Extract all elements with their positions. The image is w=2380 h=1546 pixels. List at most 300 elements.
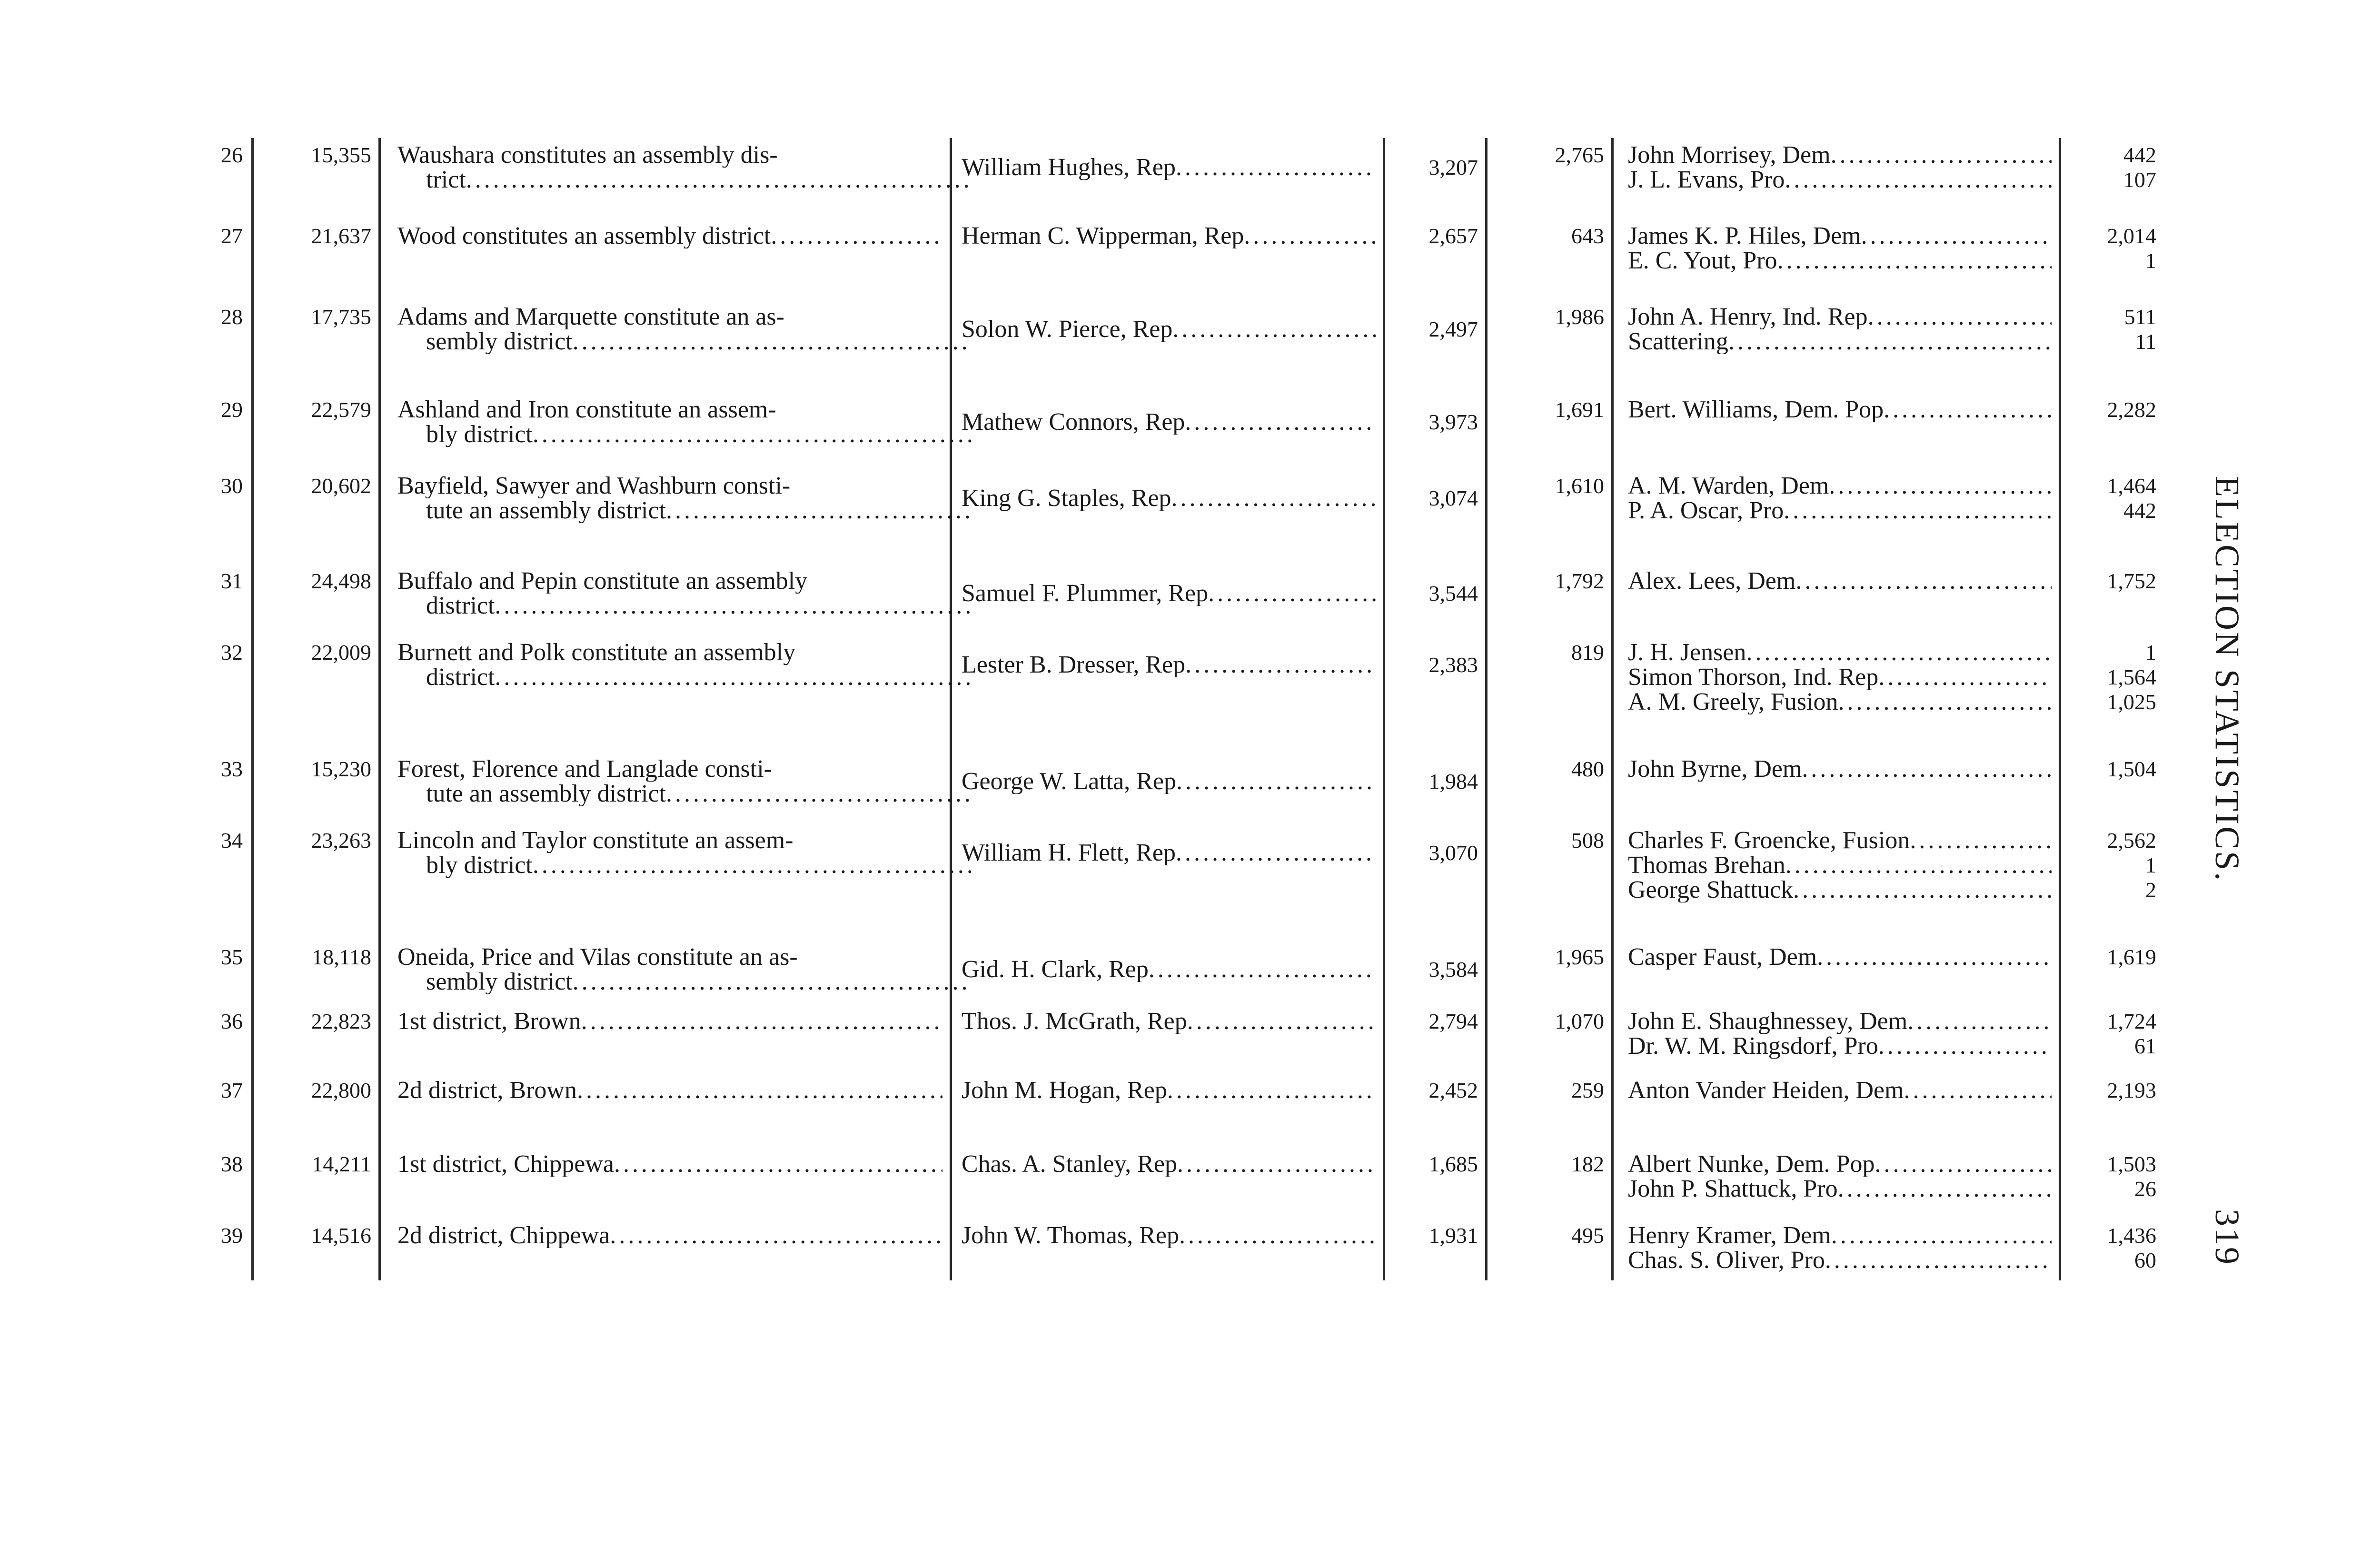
winner-votes: 3,070 (1428, 841, 1478, 865)
population: 14,211 (312, 1152, 371, 1176)
winner-name (962, 581, 1376, 606)
winner-cell (962, 581, 1376, 606)
opponent-votes: 2,282 (2107, 397, 2156, 422)
district-number: 33 (221, 757, 243, 781)
district-number: 32 (221, 640, 243, 664)
district-number: 30 (221, 474, 243, 498)
winner-name-text: Mathew Connors, Rep (962, 410, 1185, 435)
leader-dots (1784, 498, 2052, 523)
opponents-votes (2061, 945, 2156, 970)
opponent-name-text: Albert Nunke, Dem. Pop (1628, 1152, 1875, 1177)
opponent-name-text: John P. Shattuck, Pro (1628, 1177, 1838, 1201)
leader-dots (1825, 1248, 2052, 1273)
column-rule (1611, 138, 1614, 1280)
leader-dots (1176, 841, 1376, 865)
leader-dots (1149, 957, 1376, 982)
leader-dots (1838, 1177, 2052, 1201)
opponent-name-text: John Byrne, Dem (1628, 757, 1802, 782)
winner-votes: 3,584 (1428, 957, 1478, 981)
leader-dots (573, 329, 971, 354)
winner-cell (962, 1223, 1376, 1248)
leader-dots (1838, 690, 2052, 714)
opponent-votes: 1,504 (2107, 757, 2156, 781)
opponent-votes: 1,752 (2107, 569, 2156, 593)
description-line-text: bly district (426, 853, 533, 878)
description-line (397, 970, 971, 994)
opponent-votes: 1,619 (2107, 945, 2156, 969)
plurality: 1,965 (1555, 945, 1604, 969)
description-line (397, 1078, 942, 1103)
winner-name (962, 317, 1376, 342)
opponent-name (1628, 1177, 2052, 1201)
leader-dots (1793, 878, 2052, 902)
opponent-name (1628, 474, 2052, 498)
leader-dots (1831, 143, 2052, 168)
description-line-text: sembly district (426, 329, 573, 354)
winner-cell (962, 1009, 1376, 1034)
opponent-name (1628, 1223, 2052, 1248)
winner-name-text: William H. Flett, Rep (962, 841, 1176, 865)
winner-cell (962, 486, 1376, 511)
leader-dots (1179, 1223, 1376, 1248)
opponents-votes (2061, 640, 2156, 714)
leader-dots (1187, 1009, 1376, 1034)
population: 23,263 (311, 828, 371, 852)
opponent-votes: 1,025 (2107, 690, 2156, 714)
opponent-name (1628, 853, 2052, 878)
district-description (397, 1009, 942, 1034)
district-number: 28 (221, 305, 243, 329)
plurality: 2,765 (1555, 143, 1604, 167)
winner-name (962, 957, 1376, 982)
description-line-text: 2d district, Chippewa (397, 1223, 610, 1248)
leader-dots (771, 224, 942, 248)
opponent-name-text: A. M. Warden, Dem (1628, 474, 1829, 498)
description-line: Oneida, Price and Vilas constitute an as- (397, 945, 798, 970)
winner-name-text: William Hughes, Rep (962, 155, 1176, 180)
opponents-votes (2061, 397, 2156, 422)
winner-cell (962, 410, 1376, 435)
winner-cell (962, 653, 1376, 677)
winner-name-text: King G. Staples, Rep (962, 486, 1171, 511)
description-line (397, 422, 971, 447)
plurality: 182 (1571, 1152, 1604, 1176)
leader-dots (1884, 397, 2052, 422)
leader-dots (1861, 224, 2052, 248)
description-line (397, 1223, 942, 1248)
opponent-name-text: J. L. Evans, Pro (1628, 168, 1785, 192)
page-number: 319 (2208, 1209, 2246, 1266)
opponents-cell (1628, 945, 2052, 970)
winner-name-text: Lester B. Dresser, Rep (962, 653, 1186, 677)
opponent-name (1628, 1248, 2052, 1273)
population: 22,009 (311, 640, 371, 664)
winner-name (962, 1078, 1376, 1103)
district-description (397, 1152, 942, 1177)
description-line: Burnett and Polk constitute an assembly (397, 640, 796, 665)
population: 22,823 (311, 1009, 371, 1033)
population: 21,637 (311, 224, 371, 248)
opponent-name-text: E. C. Yout, Pro (1628, 248, 1777, 273)
description-line-text: sembly district (426, 970, 573, 994)
district-number: 34 (221, 828, 243, 852)
column-rule (251, 138, 254, 1280)
district-description (397, 828, 942, 878)
opponents-cell (1628, 757, 2052, 782)
winner-name (962, 769, 1376, 794)
winner-votes: 1,984 (1428, 769, 1478, 793)
opponent-name-text: George Shattuck (1628, 878, 1794, 902)
district-description (397, 945, 942, 994)
description-line: Waushara constitutes an assembly dis- (397, 143, 778, 168)
leader-dots (1167, 1078, 1376, 1103)
opponent-name-text: Dr. W. M. Ringsdorf, Pro (1628, 1034, 1878, 1059)
district-number: 37 (221, 1078, 243, 1102)
district-description (397, 224, 942, 248)
leader-dots (1746, 640, 2052, 665)
winner-name-text: Gid. H. Clark, Rep (962, 957, 1149, 982)
leader-dots (533, 422, 971, 447)
plurality: 819 (1571, 640, 1604, 664)
winner-name-text: Samuel F. Plummer, Rep (962, 581, 1209, 606)
opponent-votes: 2,562 (2107, 828, 2156, 852)
opponent-name (1628, 143, 2052, 168)
winner-name-text: John W. Thomas, Rep (962, 1223, 1179, 1248)
leader-dots (1785, 168, 2052, 192)
opponent-votes: 2,193 (2107, 1078, 2156, 1102)
population: 20,602 (311, 474, 371, 498)
opponent-name (1628, 690, 2052, 714)
population: 15,355 (311, 143, 371, 167)
winner-cell (962, 1152, 1376, 1177)
opponent-name-text: Charles F. Groencke, Fusion (1628, 828, 1910, 853)
opponent-name-text: Anton Vander Heiden, Dem (1628, 1078, 1904, 1103)
opponent-votes: 107 (2123, 168, 2156, 192)
opponents-cell (1628, 143, 2052, 192)
winner-votes: 3,207 (1428, 155, 1478, 179)
winner-name (962, 841, 1376, 865)
opponent-name-text: Simon Thorson, Ind. Rep (1628, 665, 1879, 690)
winner-cell (962, 769, 1376, 794)
opponents-votes (2061, 569, 2156, 594)
description-line-text: 1st district, Brown (397, 1009, 581, 1034)
leader-dots (1177, 1152, 1376, 1177)
leader-dots (1878, 665, 2052, 690)
opponent-name (1628, 1034, 2052, 1059)
leader-dots (1172, 317, 1376, 342)
leader-dots (614, 1152, 942, 1177)
plurality: 1,986 (1555, 305, 1604, 329)
opponent-name (1628, 569, 2052, 594)
description-line: Buffalo and Pepin constitute an assembly (397, 569, 808, 594)
winner-name (962, 155, 1376, 180)
leader-dots (666, 498, 971, 523)
opponent-votes: 511 (2124, 305, 2156, 329)
plurality: 1,792 (1555, 569, 1604, 593)
opponent-name-text: A. M. Greely, Fusion (1628, 690, 1838, 714)
winner-name-text: John M. Hogan, Rep (962, 1078, 1167, 1103)
population: 15,230 (311, 757, 371, 781)
leader-dots (1831, 1223, 2052, 1248)
description-line (397, 498, 971, 523)
opponent-name-text: Chas. S. Oliver, Pro (1628, 1248, 1825, 1273)
plurality: 1,691 (1555, 397, 1604, 422)
opponents-cell (1628, 828, 2052, 902)
leader-dots (533, 853, 971, 878)
leader-dots (495, 594, 971, 618)
opponent-votes: 1 (2145, 853, 2156, 877)
population: 24,498 (311, 569, 371, 593)
description-line (397, 594, 971, 618)
winner-cell (962, 841, 1376, 865)
description-line-text: trict (426, 168, 466, 192)
leader-dots (1185, 410, 1376, 435)
description-line-text: district (426, 665, 495, 690)
opponent-name (1628, 248, 2052, 273)
opponents-votes (2061, 224, 2156, 273)
opponent-name (1628, 329, 2052, 354)
opponent-votes: 1,464 (2107, 474, 2156, 498)
opponent-name (1628, 1152, 2052, 1177)
leader-dots (1185, 653, 1376, 677)
plurality: 1,610 (1555, 474, 1604, 498)
description-line-text: Wood constitutes an assembly district (397, 224, 771, 248)
opponents-votes (2061, 757, 2156, 782)
district-number: 29 (221, 397, 243, 422)
description-line-text: tute an assembly district (426, 782, 666, 806)
leader-dots (577, 1078, 942, 1103)
winner-votes: 3,544 (1428, 581, 1478, 605)
description-line-text: 2d district, Brown (397, 1078, 577, 1103)
opponent-name-text: P. A. Oscar, Pro (1628, 498, 1784, 523)
leader-dots (666, 782, 971, 806)
leader-dots (1907, 1009, 2052, 1034)
plurality: 1,070 (1555, 1009, 1604, 1033)
district-description (397, 143, 942, 192)
opponents-cell (1628, 1152, 2052, 1201)
description-line-text: tute an assembly district (426, 498, 666, 523)
plurality: 480 (1571, 757, 1604, 781)
winner-name (962, 1223, 1376, 1248)
winner-name-text: George W. Latta, Rep (962, 769, 1177, 794)
winner-votes: 2,794 (1428, 1009, 1478, 1033)
winner-cell (962, 1078, 1376, 1103)
winner-name-text: Solon W. Pierce, Rep (962, 317, 1173, 342)
opponents-votes (2061, 1152, 2156, 1201)
opponents-cell (1628, 1223, 2052, 1273)
winner-name (962, 653, 1376, 677)
opponents-votes (2061, 1009, 2156, 1059)
opponents-cell (1628, 640, 2052, 714)
winner-name (962, 1152, 1376, 1177)
leader-dots (495, 665, 971, 690)
opponent-name (1628, 397, 2052, 422)
leader-dots (466, 168, 971, 192)
opponent-name-text: John Morrisey, Dem (1628, 143, 1831, 168)
leader-dots (1878, 1034, 2052, 1059)
description-line: Ashland and Iron constitute an assem- (397, 397, 776, 422)
opponent-name (1628, 1078, 2052, 1103)
district-description (397, 474, 942, 523)
description-line (397, 168, 971, 192)
leader-dots (1802, 757, 2052, 782)
leader-dots (1910, 828, 2052, 853)
leader-dots (610, 1223, 942, 1248)
description-line-text: district (426, 594, 495, 618)
opponent-name (1628, 168, 2052, 192)
leader-dots (1817, 945, 2052, 970)
district-number: 38 (221, 1152, 243, 1176)
opponents-cell (1628, 305, 2052, 354)
leader-dots (1904, 1078, 2052, 1103)
winner-cell (962, 224, 1376, 248)
opponent-votes: 442 (2123, 498, 2156, 523)
opponent-name-text: John A. Henry, Ind. Rep (1628, 305, 1868, 329)
plurality: 643 (1571, 224, 1604, 248)
winner-votes: 1,685 (1428, 1152, 1478, 1176)
leader-dots (1874, 1152, 2052, 1177)
district-number: 39 (221, 1223, 243, 1248)
description-line: Lincoln and Taylor constitute an assem- (397, 828, 793, 853)
district-description (397, 569, 942, 618)
opponent-name (1628, 945, 2052, 970)
opponent-name (1628, 305, 2052, 329)
opponent-name (1628, 498, 2052, 523)
opponents-cell (1628, 224, 2052, 273)
leader-dots (581, 1009, 942, 1034)
population: 18,118 (312, 945, 371, 969)
leader-dots (1176, 155, 1376, 180)
column-rule (950, 138, 952, 1280)
description-line (397, 665, 971, 690)
opponent-votes: 1,503 (2107, 1152, 2156, 1176)
plurality: 508 (1571, 828, 1604, 852)
opponent-votes: 1 (2145, 640, 2156, 664)
opponent-votes: 61 (2134, 1034, 2156, 1058)
opponents-cell (1628, 1078, 2052, 1103)
opponents-votes (2061, 1078, 2156, 1103)
opponent-name-text: Scattering (1628, 329, 1728, 354)
population: 22,800 (311, 1078, 371, 1102)
opponent-name (1628, 828, 2052, 853)
winner-cell (962, 317, 1376, 342)
opponent-name-text: Casper Faust, Dem (1628, 945, 1817, 970)
winner-votes: 2,383 (1428, 653, 1478, 677)
leader-dots (573, 970, 971, 994)
opponent-name-text: Alex. Lees, Dem (1628, 569, 1796, 594)
opponent-name (1628, 224, 2052, 248)
winner-name (962, 1009, 1376, 1034)
winner-cell (962, 957, 1376, 982)
district-number: 27 (221, 224, 243, 248)
leader-dots (1208, 581, 1376, 606)
description-line: Bayfield, Sawyer and Washburn consti- (397, 474, 791, 498)
opponents-votes (2061, 474, 2156, 523)
winner-cell (962, 155, 1376, 180)
winner-name (962, 410, 1376, 435)
district-description (397, 1078, 942, 1103)
winner-votes: 2,657 (1428, 224, 1478, 248)
district-description (397, 397, 942, 447)
winner-name-text: Herman C. Wipperman, Rep (962, 224, 1244, 248)
description-line (397, 329, 971, 354)
winner-votes: 3,973 (1428, 410, 1478, 434)
winner-name (962, 486, 1376, 511)
plurality: 259 (1571, 1078, 1604, 1102)
opponent-name (1628, 1009, 2052, 1034)
opponent-name-text: J. H. Jensen (1628, 640, 1746, 665)
opponent-name-text: Bert. Williams, Dem. Pop (1628, 397, 1884, 422)
leader-dots (1728, 329, 2052, 354)
description-line (397, 782, 971, 806)
district-description (397, 757, 942, 806)
opponent-name-text: John E. Shaughnessey, Dem (1628, 1009, 1908, 1034)
winner-votes: 3,074 (1428, 486, 1478, 510)
opponent-name-text: Thomas Brehan (1628, 853, 1785, 878)
winner-votes: 2,497 (1428, 317, 1478, 341)
winner-votes: 1,931 (1428, 1223, 1478, 1248)
opponents-cell (1628, 474, 2052, 523)
plurality: 495 (1571, 1223, 1604, 1248)
opponents-cell (1628, 569, 2052, 594)
winner-votes: 2,452 (1428, 1078, 1478, 1102)
opponent-name (1628, 757, 2052, 782)
opponent-votes: 1,436 (2107, 1223, 2156, 1248)
opponents-votes (2061, 1223, 2156, 1273)
opponent-votes: 2 (2145, 878, 2156, 902)
opponent-votes: 60 (2134, 1248, 2156, 1272)
description-line-text: bly district (426, 422, 533, 447)
description-line: Adams and Marquette constitute an as- (397, 305, 784, 329)
running-head: ELECTION STATISTICS. (2208, 476, 2246, 883)
leader-dots (1868, 305, 2052, 329)
winner-name-text: Thos. J. McGrath, Rep (962, 1009, 1187, 1034)
leader-dots (1829, 474, 2052, 498)
district-description (397, 305, 942, 354)
opponent-votes: 2,014 (2107, 224, 2156, 248)
leader-dots (1244, 224, 1376, 248)
column-rule (1383, 138, 1385, 1280)
description-line (397, 1009, 942, 1034)
opponent-votes: 11 (2135, 329, 2156, 354)
opponent-name-text: Henry Kramer, Dem (1628, 1223, 1831, 1248)
opponent-votes: 26 (2134, 1177, 2156, 1201)
district-number: 35 (221, 945, 243, 969)
population: 14,516 (311, 1223, 371, 1248)
opponent-name (1628, 665, 2052, 690)
district-description (397, 1223, 942, 1248)
leader-dots (1176, 769, 1376, 794)
description-line (397, 1152, 942, 1177)
opponents-cell (1628, 1009, 2052, 1059)
population: 17,735 (311, 305, 371, 329)
opponents-votes (2061, 828, 2156, 902)
leader-dots (1785, 853, 2052, 878)
opponents-votes (2061, 143, 2156, 192)
opponent-name (1628, 640, 2052, 665)
opponents-cell (1628, 397, 2052, 422)
leader-dots (1795, 569, 2052, 594)
description-line (397, 224, 942, 248)
leader-dots (1171, 486, 1376, 511)
district-description (397, 640, 942, 690)
winner-name-text: Chas. A. Stanley, Rep (962, 1152, 1178, 1177)
opponents-votes (2061, 305, 2156, 354)
description-line: Forest, Florence and Langlade consti- (397, 757, 772, 782)
opponent-votes: 442 (2123, 143, 2156, 167)
opponent-votes: 1,724 (2107, 1009, 2156, 1033)
column-rule (378, 138, 381, 1280)
